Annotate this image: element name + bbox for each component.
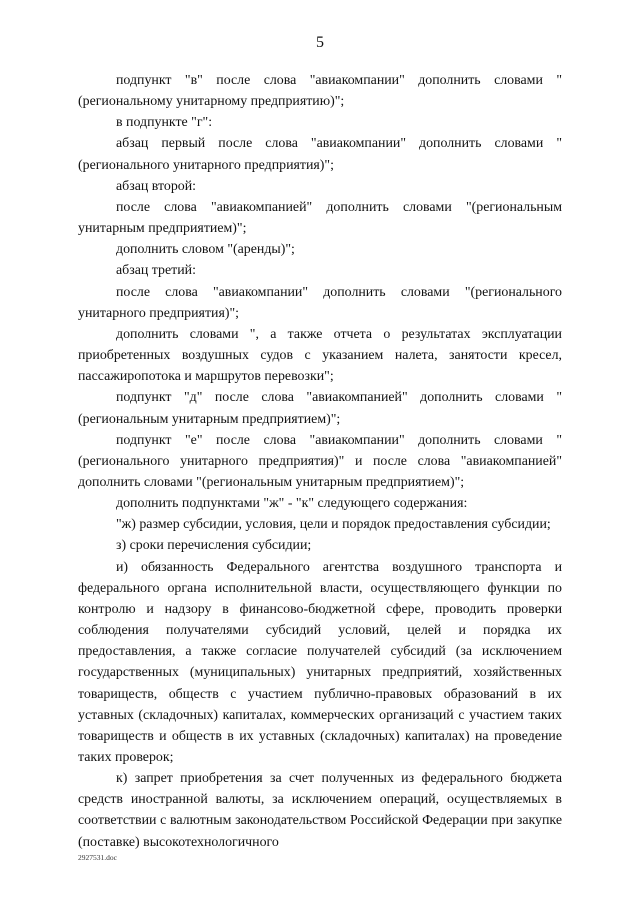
paragraph-item-k: к) запрет приобретения за счет полученных из федерального бюджета средств иностранной валюты, за исключением операций, осуществляемых в соответствии с валютным законодательством Российской Федерации при закупке (поставке) высокотехнологичного <box>78 771 562 850</box>
paragraph-subpoint-v: подпункт "в" после слова "авиакомпании" дополнить словами "(региональному унитарному предприятию)"; <box>78 73 562 110</box>
paragraph-second-abzac-change-1: после слова "авиакомпанией" дополнить словами "(региональным унитарным предприятием)"; <box>78 199 562 237</box>
paragraph-subpoint-e: подпункт "е" после слова "авиакомпании" дополнить словами "(регионального унитарного предприятия)" и после слова "авиакомпанией" дополнить словами "(региональным унитарным предприятием)"; <box>78 432 562 490</box>
paragraph-item-zh: "ж) размер субсидии, условия, цели и порядок предоставления субсидии; <box>116 517 551 533</box>
paragraph-item-z: з) сроки перечисления субсидии; <box>116 538 312 554</box>
page-number: 5 <box>316 34 324 51</box>
paragraph-first-abzac: абзац первый после слова "авиакомпании" дополнить словами "(регионального унитарного предприятия)"; <box>78 136 562 173</box>
paragraph-third-abzac-heading: абзац третий: <box>116 263 196 279</box>
paragraph-subpoint-d: подпункт "д" после слова "авиакомпанией" дополнить словами "(региональным унитарным предприятием)"; <box>78 390 562 427</box>
document-body <box>78 70 562 853</box>
paragraph-second-abzac-change-2: дополнить словом "(аренды)"; <box>116 242 295 258</box>
paragraph-add-subpoints: дополнить подпунктами "ж" - "к" следующего содержания: <box>116 496 468 512</box>
paragraph-second-abzac-heading: абзац второй: <box>116 178 197 194</box>
paragraph-third-abzac-change-1: после слова "авиакомпании" дополнить словами "(регионального унитарного предприятия)"; <box>78 284 562 321</box>
paragraph-item-i: и) обязанность Федерального агентства воздушного транспорта и федерального органа исполнительной власти, осуществляющего функции по контролю и надзору в финансово-бюджетной сфере, проводить проверки соблюдения получателями субсидий условий, целей и порядка их предоставления, а также согласие получателей субсидий (за исключением государственных (муниципальных) унитарных предприятий, хозяйственных товариществ, обществ с участием публично-правовых образований в их уставных (складочных) капиталах, коммерческих организаций с участием таких товариществ и обществ в их уставных (складочных) капиталах) на проведение таких проверок; <box>78 559 562 765</box>
paragraph-subpoint-g-heading: в подпункте "г": <box>116 115 213 131</box>
paragraph-third-abzac-change-2: дополнить словами ", а также отчета о результатах эксплуатации приобретенных воздушных судов с указанием налета, занятости кресел, пассажиропотока и маршрутов перевозки"; <box>78 326 562 385</box>
footer-doc-id: 2927531.doc <box>78 853 117 862</box>
